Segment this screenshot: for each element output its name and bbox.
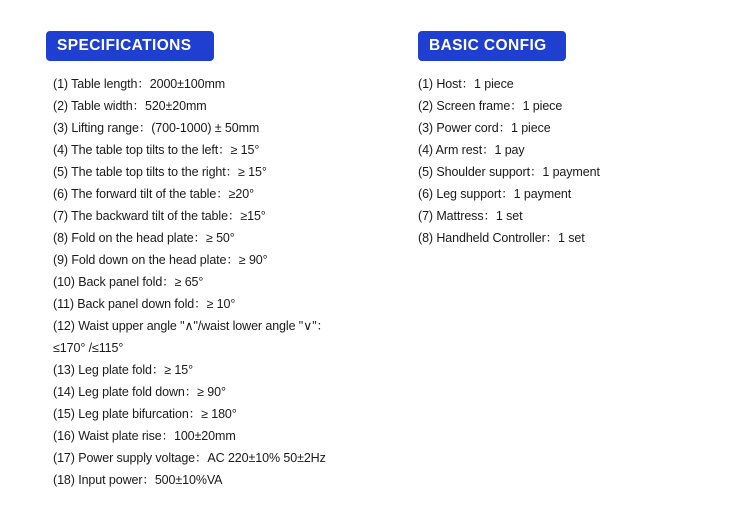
spec-item-table-length: (1) Table length：2000±100mm [53,77,226,91]
config-item-screen-frame: (2) Screen frame：1 piece [418,99,563,113]
specifications-heading: SPECIFICATIONS [46,31,214,61]
config-item-mattress: (7) Mattress：1 set [418,209,523,223]
config-item-arm-rest: (4) Arm rest：1 pay [418,143,525,157]
config-item-leg-support: (6) Leg support：1 payment [418,187,572,201]
spec-item-waist-angle-values: ≤170° /≤115° [53,341,124,355]
spec-item-head-plate-fold: (8) Fold on the head plate：≥ 50° [53,231,235,245]
spec-item-input-power: (18) Input power：500±10%VA [53,473,223,487]
basic-config-heading: BASIC CONFIG [418,31,566,61]
config-item-host: (1) Host：1 piece [418,77,514,91]
specifications-list [53,73,403,491]
spec-item-back-panel-fold: (10) Back panel fold：≥ 65° [53,275,204,289]
spec-item-waist-plate-rise: (16) Waist plate rise：100±20mm [53,429,236,443]
spec-item-backward-tilt: (7) The backward tilt of the table：≥15° [53,209,266,223]
spec-item-head-plate-fold-down: (9) Fold down on the head plate：≥ 90° [53,253,268,267]
spec-item-forward-tilt: (6) The forward tilt of the table：≥20° [53,187,254,201]
spec-item-table-width: (2) Table width：520±20mm [53,99,207,113]
spec-item-waist-angle: (12) Waist upper angle "∧"/waist lower angle "∨"： [53,319,329,333]
basic-config-list [418,73,718,249]
spec-item-tilt-right: (5) The table top tilts to the right：≥ 15° [53,165,267,179]
spec-item-lifting-range: (3) Lifting range：(700-1000) ± 50mm [53,121,260,135]
spec-item-tilt-left: (4) The table top tilts to the left：≥ 15° [53,143,260,157]
spec-item-power-supply-voltage: (17) Power supply voltage：AC 220±10% 50±2Hz [53,451,326,465]
spec-item-leg-plate-fold-down: (14) Leg plate fold down：≥ 90° [53,385,226,399]
config-item-handheld-controller: (8) Handheld Controller：1 set [418,231,585,245]
config-item-power-cord: (3) Power cord：1 piece [418,121,551,135]
spec-item-leg-plate-bifurcation: (15) Leg plate bifurcation：≥ 180° [53,407,237,421]
config-item-shoulder-support: (5) Shoulder support：1 payment [418,165,600,179]
spec-item-leg-plate-fold: (13) Leg plate fold：≥ 15° [53,363,193,377]
spec-item-back-panel-down-fold: (11) Back panel down fold：≥ 10° [53,297,236,311]
